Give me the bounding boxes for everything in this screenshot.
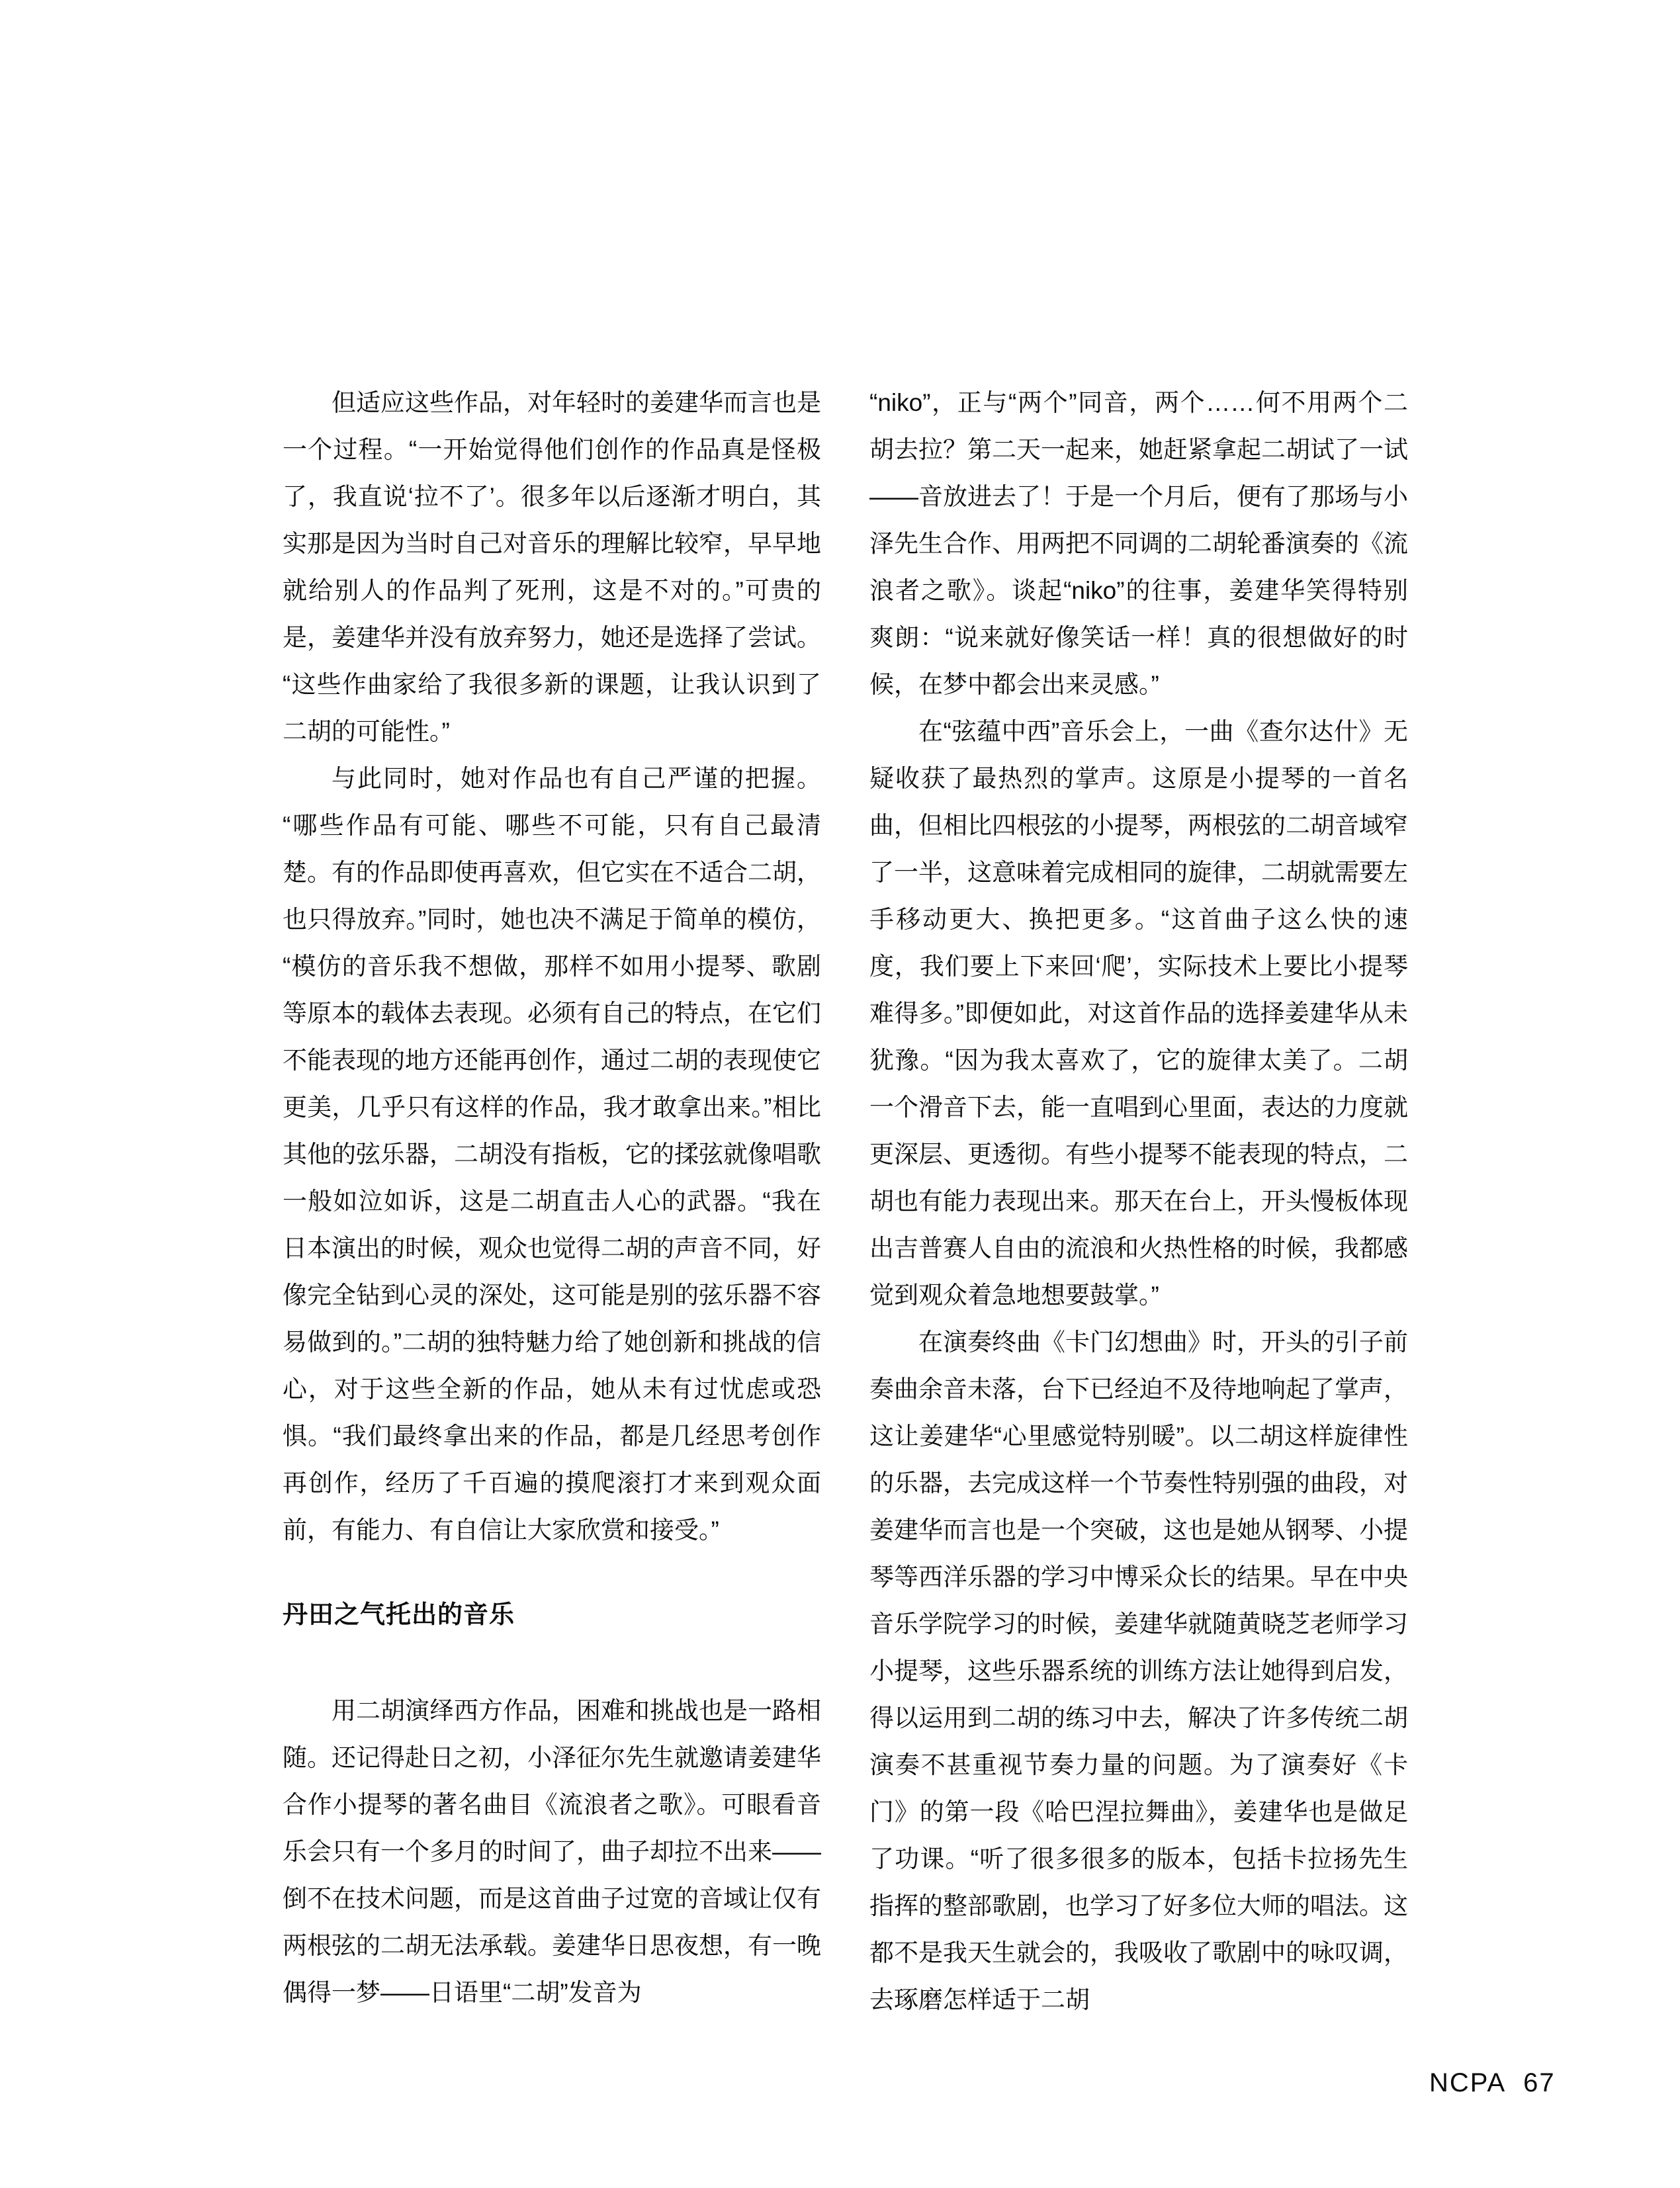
paragraph-continuation: “niko”，正与“两个”同音，两个……何不用两个二胡去拉？第二天一起来，她赶紧拿起二胡试了一试——音放进去了！于是一个月后，便有了那场与小泽先生合作、用两把不同调的二胡轮番演奏的《流浪者之歌》。谈起“niko”的往事，姜建华笑得特别爽朗：“说来就好像笑话一样！真的很想做好的时候，在梦中都会出来灵感。” [869, 389, 1408, 698]
paragraph: 用二胡演绎西方作品，困难和挑战也是一路相随。还记得赴日之初，小泽征尔先生就邀请姜建华合作小提琴的著名曲目《流浪者之歌》。可眼看音乐会只有一个多月的时间了，曲子却拉不出来——倒不在技术问题，而是这首曲子过宽的音域让仅有两根弦的二胡无法承载。姜建华日思夜想，有一晚偶得一梦——日语里“二胡”发音为 [283, 1697, 821, 2006]
paragraph: 在演奏终曲《卡门幻想曲》时，开头的引子前奏曲余音未落，台下已经迫不及待地响起了掌声，这让姜建华“心里感觉特别暖”。以二胡这样旋律性的乐器，去完成这样一个节奏性特别强的曲段，对姜建华而言也是一个突破，这也是她从钢琴、小提琴等西洋乐器的学习中博采众长的结果。早在中央音乐学院学习的时候，姜建华就随黄晓芝老师学习小提琴，这些乐器系统的训练方法让她得到启发，得以运用到二胡的练习中去，解决了许多传统二胡演奏不甚重视节奏力量的问题。为了演奏好《卡门》的第一段《哈巴涅拉舞曲》，姜建华也是做足了功课。“听了很多很多的版本，包括卡拉扬先生指挥的整部歌剧，也学习了好多位大师的唱法。这都不是我天生就会的，我吸收了歌剧中的咏叹调，去琢磨怎样适于二胡 [869, 1329, 1408, 2013]
right-column [869, 379, 1408, 2023]
article-body [283, 379, 1408, 2023]
paragraph: 与此同时，她对作品也有自己严谨的把握。“哪些作品有可能、哪些不可能，只有自己最清楚。有的作品即使再喜欢，但它实在不适合二胡，也只得放弃。”同时，她也决不满足于简单的模仿，“模仿的音乐我不想做，那样不如用小提琴、歌剧等原本的载体去表现。必须有自己的特点，在它们不能表现的地方还能再创作，通过二胡的表现使它更美，几乎只有这样的作品，我才敢拿出来。”相比其他的弦乐器，二胡没有指板，它的揉弦就像唱歌一般如泣如诉，这是二胡直击人心的武器。“我在日本演出的时候，观众也觉得二胡的声音不同，好像完全钻到心灵的深处，这可能是别的弦乐器不容易做到的。”二胡的独特魅力给了她创新和挑战的信心，对于这些全新的作品，她从未有过忧虑或恐惧。“我们最终拿出来的作品，都是几经思考创作再创作，经历了千百遍的摸爬滚打才来到观众面前，有能力、有自信让大家欣赏和接受。” [283, 765, 821, 1544]
left-column [283, 379, 821, 2023]
page-footer [1429, 2068, 1556, 2098]
page-number: 67 [1523, 2068, 1556, 2097]
paragraph: 在“弦蕴中西”音乐会上，一曲《查尔达什》无疑收获了最热烈的掌声。这原是小提琴的一首名曲，但相比四根弦的小提琴，两根弦的二胡音域窄了一半，这意味着完成相同的旋律，二胡就需要左手移动更大、换把更多。“这首曲子这么快的速度，我们要上下来回‘爬’，实际技术上要比小提琴难得多。”即便如此，对这首作品的选择姜建华从未犹豫。“因为我太喜欢了，它的旋律太美了。二胡一个滑音下去，能一直唱到心里面，表达的力度就更深层、更透彻。有些小提琴不能表现的特点，二胡也有能力表现出来。那天在台上，开头慢板体现出吉普赛人自由的流浪和火热性格的时候，我都感觉到观众着急地想要鼓掌。” [869, 718, 1408, 1309]
section-heading: 丹田之气托出的音乐 [283, 1601, 515, 1629]
paragraph: 但适应这些作品，对年轻时的姜建华而言也是一个过程。“一开始觉得他们创作的作品真是怪极了，我直说‘拉不了’。很多年以后逐渐才明白，其实那是因为当时自己对音乐的理解比较窄，早早地就给别人的作品判了死刑，这是不对的。”可贵的是，姜建华并没有放弃努力，她还是选择了尝试。“这些作曲家给了我很多新的课题，让我认识到了二胡的可能性。” [283, 389, 821, 745]
journal-name: NCPA [1429, 2068, 1507, 2097]
